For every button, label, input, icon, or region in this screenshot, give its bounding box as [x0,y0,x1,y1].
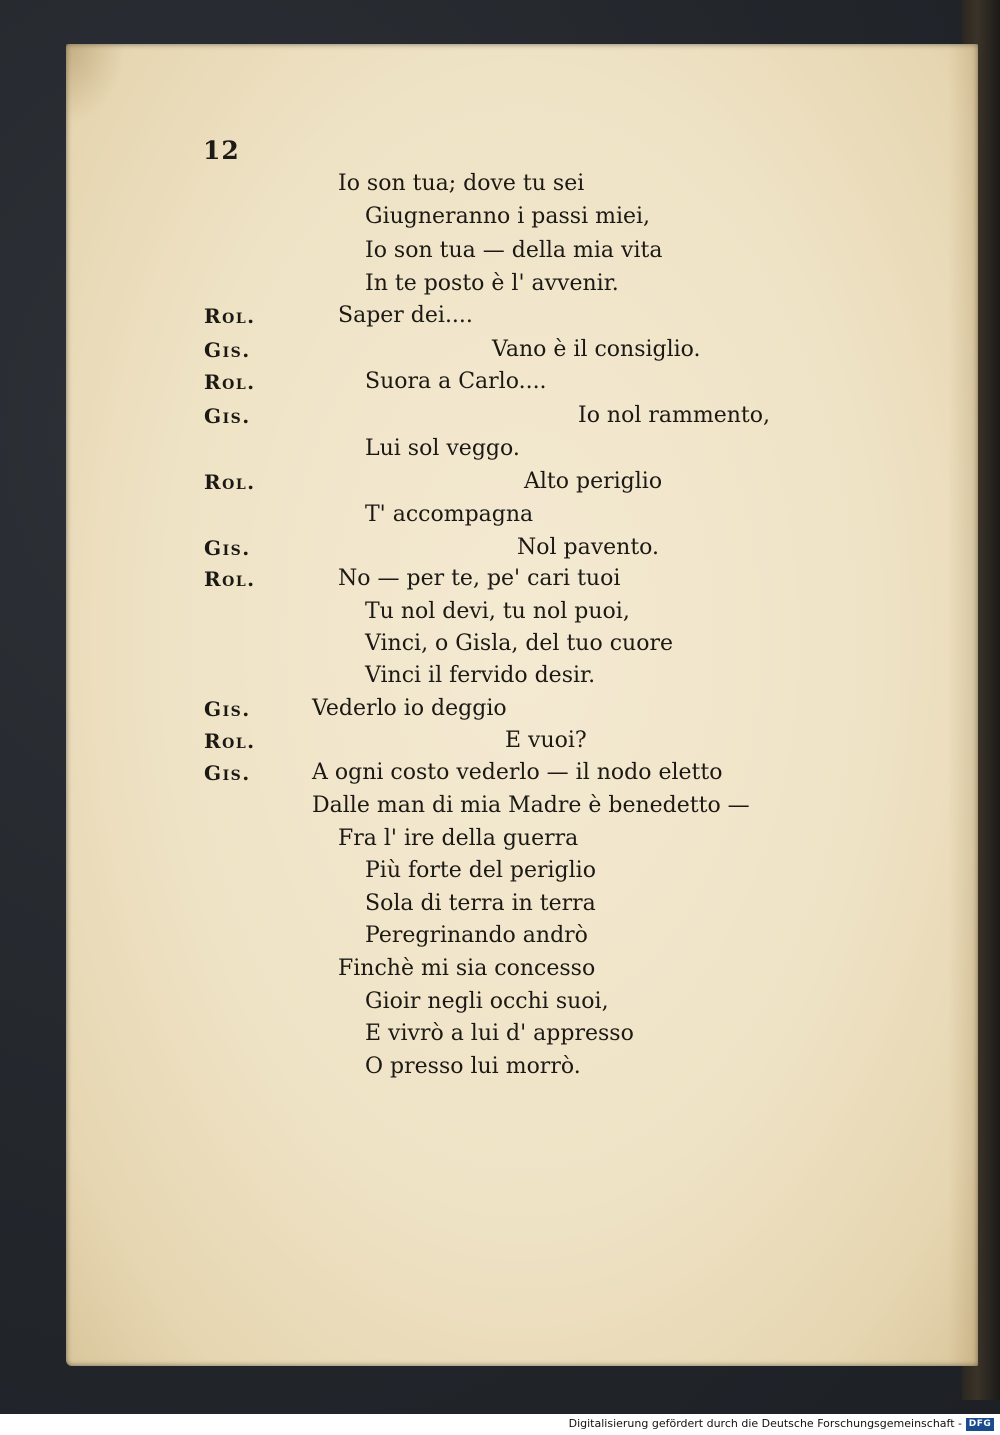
speaker-label: Gis. [204,338,251,362]
verse-line [0,366,900,398]
verse-text: T' accompagna [365,502,534,527]
verse-text: Sola di terra in terra [365,891,596,916]
verse-text: Giugneranno i passi miei, [365,204,651,229]
verse-text: Io nol rammento, [578,403,770,428]
verse-line [0,628,900,660]
verse-text: E vuoi? [505,728,587,753]
verse-line [0,790,900,822]
verse-text: No — per te, pe' cari tuoi [338,566,621,591]
verse-text: Finchè mi sia concesso [338,956,596,981]
verse-text: Fra l' ire della guerra [338,826,579,851]
verse-line [0,855,900,887]
verse-text: Tu nol devi, tu nol puoi, [365,599,630,624]
verse-line [0,725,900,757]
verse-text: Vinci il fervido desir. [365,663,596,688]
verse-line [0,268,900,300]
page-number: 12 [203,136,240,165]
verse-text: A ogni costo vederlo — il nodo eletto [312,760,723,785]
speaker-label: Rol. [204,304,256,328]
verse-text: O presso lui morrò. [365,1054,581,1079]
verse-text: E vivrò a lui d' appresso [365,1021,634,1046]
verse-line [0,660,900,692]
verse-line [0,168,900,200]
verse-line [0,823,900,855]
verse-text: Gioir negli occhi suoi, [365,989,609,1014]
verse-line [0,953,900,985]
verse-line [0,1051,900,1083]
verse-line [0,334,900,366]
verse-text: Peregrinando andrò [365,923,588,948]
verse-line [0,300,900,332]
verse-text: Suora a Carlo.... [365,369,547,394]
dfg-logo-icon: DFG [966,1418,994,1431]
verse-line [0,466,900,498]
verse-line [0,532,900,564]
speaker-label: Gis. [204,761,251,785]
verse-line [0,400,900,432]
verse-line [0,693,900,725]
verse-text: Dalle man di mia Madre è benedetto — [312,793,750,818]
verse-line [0,757,900,789]
verse-line [0,563,900,595]
verse-line [0,499,900,531]
verse-text: In te posto è l' avvenir. [365,271,619,296]
speaker-label: Gis. [204,697,251,721]
verse-text: Io son tua — della mia vita [365,238,663,263]
funding-credit: Digitalisierung gefördert durch die Deutsche Forschungsgemeinschaft - [568,1417,962,1430]
verse-text: Più forte del periglio [365,858,596,883]
speaker-label: Rol. [204,567,256,591]
verse-line [0,596,900,628]
verse-text: Vano è il consiglio. [492,337,701,362]
verse-text: Lui sol veggo. [365,436,520,461]
verse-text: Saper dei.... [338,303,473,328]
speaker-label: Rol. [204,370,256,394]
verse-line [0,433,900,465]
verse-line [0,888,900,920]
verse-text: Nol pavento. [517,535,660,560]
speaker-label: Gis. [204,404,251,428]
verse-text: Io son tua; dove tu sei [338,171,585,196]
verse-line [0,235,900,267]
digitization-footer [0,1414,1000,1435]
speaker-label: Rol. [204,470,256,494]
verse-line [0,201,900,233]
speaker-label: Rol. [204,729,256,753]
verse-line [0,920,900,952]
verse-text: Vederlo io deggio [312,696,507,721]
verse-line [0,1018,900,1050]
verse-text: Alto periglio [524,469,663,494]
speaker-label: Gis. [204,536,251,560]
verse-line [0,986,900,1018]
verse-text: Vinci, o Gisla, del tuo cuore [365,631,673,656]
